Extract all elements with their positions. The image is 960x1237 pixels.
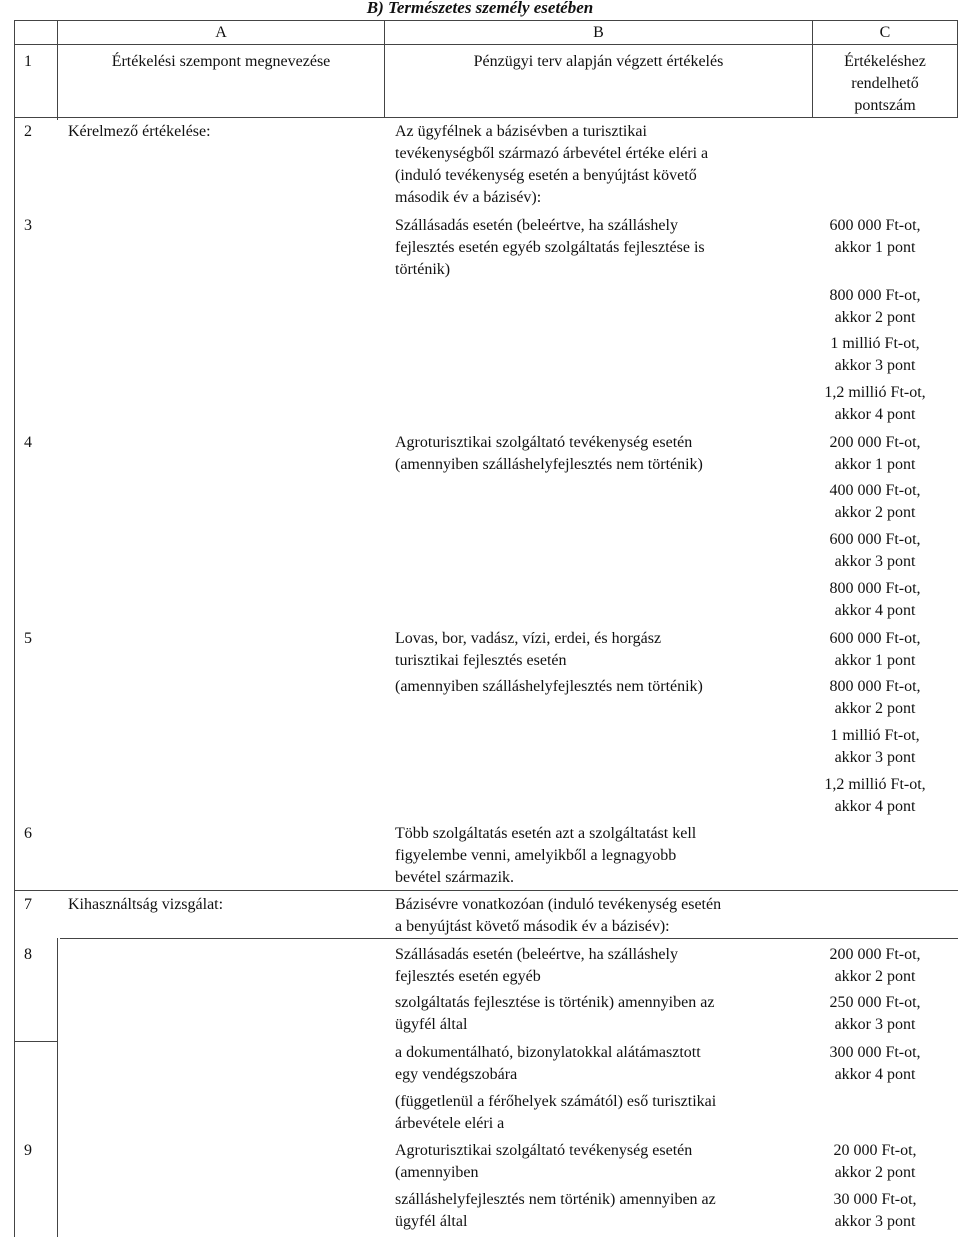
- row-number: 7: [24, 896, 32, 913]
- score-points: akkor 1 pont: [834, 239, 916, 256]
- score-threshold: 600 000 Ft-ot,: [829, 630, 921, 647]
- score-points: akkor 4 pont: [834, 1066, 916, 1083]
- score-points: akkor 1 pont: [834, 652, 916, 669]
- score-points: akkor 2 pont: [834, 504, 916, 521]
- score-points: akkor 4 pont: [834, 798, 916, 815]
- score-threshold: 300 000 Ft-ot,: [829, 1044, 921, 1061]
- evaluation-text: Agroturisztikai szolgáltató tevékenység esetén: [395, 1142, 693, 1159]
- row-divider: [60, 938, 958, 939]
- score-threshold: 600 000 Ft-ot,: [829, 217, 921, 234]
- row-number: 1: [24, 53, 32, 70]
- column-divider: [57, 938, 58, 1237]
- score-threshold: 200 000 Ft-ot,: [829, 434, 921, 451]
- page-title: B) Természetes személy esetében: [366, 0, 594, 17]
- score-points: akkor 2 pont: [834, 968, 916, 985]
- row-divider: [14, 117, 958, 118]
- column-header-c: C: [879, 24, 891, 41]
- column-header-a: A: [215, 24, 227, 41]
- score-threshold: 20 000 Ft-ot,: [833, 1142, 917, 1159]
- evaluation-text: bevétel származik.: [395, 869, 515, 886]
- criterion-name: Kérelmező értékelése:: [68, 123, 211, 140]
- score-points: akkor 3 pont: [834, 357, 916, 374]
- evaluation-text: második év a bázisév):: [395, 189, 542, 206]
- evaluation-text: (amennyiben: [395, 1164, 479, 1181]
- row-divider: [14, 890, 958, 891]
- score-threshold: 200 000 Ft-ot,: [829, 946, 921, 963]
- score-header-line: pontszám: [854, 97, 916, 114]
- score-points: akkor 2 pont: [834, 700, 916, 717]
- score-threshold: 600 000 Ft-ot,: [829, 531, 921, 548]
- criterion-name: Értékelési szempont megnevezése: [111, 53, 331, 70]
- evaluation-text: Szállásadás esetén (beleértve, ha szálláshely: [395, 217, 678, 234]
- row-number: 4: [24, 434, 32, 451]
- criterion-name: Kihasználtság vizsgálat:: [68, 896, 224, 913]
- evaluation-text: ügyfél által: [395, 1016, 468, 1033]
- evaluation-text: Pénzügyi terv alapján végzett értékelés: [473, 53, 724, 70]
- evaluation-text: fejlesztés esetén egyéb: [395, 968, 541, 985]
- evaluation-text: (függetlenül a férőhelyek számától) eső turisztikai: [395, 1093, 717, 1110]
- evaluation-text: (amennyiben szálláshelyfejlesztés nem történik): [395, 456, 703, 473]
- score-threshold: 1,2 millió Ft-ot,: [824, 384, 926, 401]
- score-threshold: 250 000 Ft-ot,: [829, 994, 921, 1011]
- evaluation-text: a benyújtást követő második év a bázisév):: [395, 918, 670, 935]
- score-threshold: 30 000 Ft-ot,: [833, 1191, 917, 1208]
- score-header-line: rendelhető: [851, 75, 919, 92]
- row-divider: [14, 1041, 58, 1042]
- table-border-top: [14, 20, 958, 21]
- score-points: akkor 3 pont: [834, 749, 916, 766]
- score-points: akkor 4 pont: [834, 602, 916, 619]
- row-number: 8: [24, 946, 32, 963]
- table-border-left: [14, 20, 15, 1237]
- score-threshold: 800 000 Ft-ot,: [829, 287, 921, 304]
- row-number: 5: [24, 630, 32, 647]
- score-points: akkor 1 pont: [834, 456, 916, 473]
- evaluation-text: fejlesztés esetén egyéb szolgáltatás fejlesztése is: [395, 239, 705, 256]
- evaluation-text: a dokumentálható, bizonylatokkal alátámasztott: [395, 1044, 701, 1061]
- column-header-b: B: [593, 24, 604, 41]
- evaluation-text: tevékenységből származó árbevétel értéke eléri a: [395, 145, 709, 162]
- evaluation-text: (amennyiben szálláshelyfejlesztés nem történik): [395, 678, 703, 695]
- evaluation-text: szolgáltatás fejlesztése is történik) amennyiben az: [395, 994, 715, 1011]
- score-threshold: 1 millió Ft-ot,: [830, 727, 920, 744]
- evaluation-text: (induló tevékenység esetén a benyújtást követő: [395, 167, 697, 184]
- evaluation-text: egy vendégszobára: [395, 1066, 518, 1083]
- score-points: akkor 4 pont: [834, 406, 916, 423]
- evaluation-text: történik): [395, 261, 451, 278]
- evaluation-text: turisztikai fejlesztés esetén: [395, 652, 567, 669]
- score-points: akkor 3 pont: [834, 1016, 916, 1033]
- score-threshold: 1 millió Ft-ot,: [830, 335, 920, 352]
- score-threshold: 800 000 Ft-ot,: [829, 678, 921, 695]
- evaluation-text: ügyfél által: [395, 1213, 468, 1230]
- score-points: akkor 2 pont: [834, 1164, 916, 1181]
- score-points: akkor 3 pont: [834, 1213, 916, 1230]
- evaluation-text: Szállásadás esetén (beleértve, ha szálláshely: [395, 946, 678, 963]
- score-threshold: 400 000 Ft-ot,: [829, 482, 921, 499]
- row-number: 3: [24, 217, 32, 234]
- evaluation-text: szálláshelyfejlesztés nem történik) amennyiben az: [395, 1191, 716, 1208]
- evaluation-text: Lovas, bor, vadász, vízi, erdei, és horgász: [395, 630, 662, 647]
- evaluation-text: Bázisévre vonatkozóan (induló tevékenység esetén: [395, 896, 722, 913]
- evaluation-text: figyelembe venni, amelyikből a legnagyobb: [395, 847, 677, 864]
- score-points: akkor 2 pont: [834, 309, 916, 326]
- row-number: 2: [24, 123, 32, 140]
- evaluation-text: Agroturisztikai szolgáltató tevékenység esetén: [395, 434, 693, 451]
- table-border-right: [957, 20, 958, 118]
- evaluation-text: Az ügyfélnek a bázisévben a turisztikai: [395, 123, 647, 140]
- score-header-line: Értékeléshez: [844, 53, 926, 70]
- header-divider: [14, 44, 958, 45]
- score-points: akkor 3 pont: [834, 553, 916, 570]
- evaluation-text: árbevétele eléri a: [395, 1115, 505, 1132]
- row-number: 9: [24, 1142, 32, 1159]
- evaluation-text: Több szolgáltatás esetén azt a szolgáltatást kell: [395, 825, 697, 842]
- score-threshold: 1,2 millió Ft-ot,: [824, 776, 926, 793]
- row-number: 6: [24, 825, 32, 842]
- score-threshold: 800 000 Ft-ot,: [829, 580, 921, 597]
